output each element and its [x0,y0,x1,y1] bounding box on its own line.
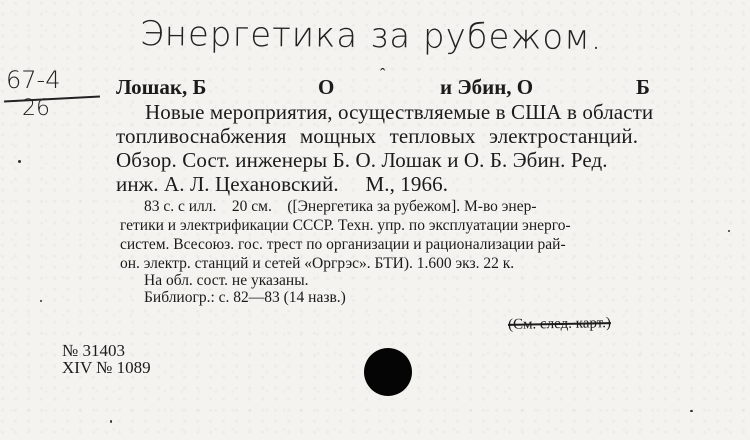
handwritten-series-title: Энергетика за рубежом. [139,13,603,59]
title-line-3: Обзор. Сост. инженеры Б. О. Лошак и О. Б. Эбин. Ред. [116,148,608,172]
details-line-4: он. электр. станций и сетей «Оргрэс». БТИ). 1.600 экз. 22 к. [120,255,515,272]
author-2-name: и Эбин, О [440,75,534,99]
paper-speck [690,410,693,412]
paper-speck [18,160,21,163]
paper-speck [728,230,730,232]
series-number: XIV № 1089 [62,358,151,377]
details-line-1: 83 с. с илл. 20 см. ([Энергетика за рубежом]. М-во энер- [144,198,537,215]
title-line-1: Новые мероприятия, осуществляемые в США в области [145,100,654,124]
punch-hole [364,348,412,396]
title-line-2: топливоснабжения мощных тепловых электростанций. [116,124,639,148]
author-2-initial: Б [636,75,650,99]
details-line-6: Библиогр.: с. 82—83 (14 назв.) [144,289,346,306]
shelf-mark-top: 67-4 [6,66,61,94]
paper-speck [40,300,42,302]
inventory-number: № 31403 [62,341,125,360]
shelf-mark-bottom: 26 [22,96,50,121]
details-line-3: систем. Всесоюз. гос. трест по организации и рационализации рай- [120,236,566,253]
shelf-mark-divider [4,95,100,102]
details-line-5: На обл. сост. не указаны. [144,272,309,289]
struck-continuation-note: (См. след. карт.) [507,315,612,333]
author-1-initial: О [318,75,335,99]
paper-speck [110,420,112,423]
author-1-surname: Лошак, Б [116,75,207,99]
title-line-4: инж. А. Л. Цехановский. М., 1966. [116,172,449,196]
details-line-2: гетики и электрификации СССР. Техн. упр. по эксплуатации энерго- [120,217,571,234]
accent-mark: ˆ [380,66,386,83]
